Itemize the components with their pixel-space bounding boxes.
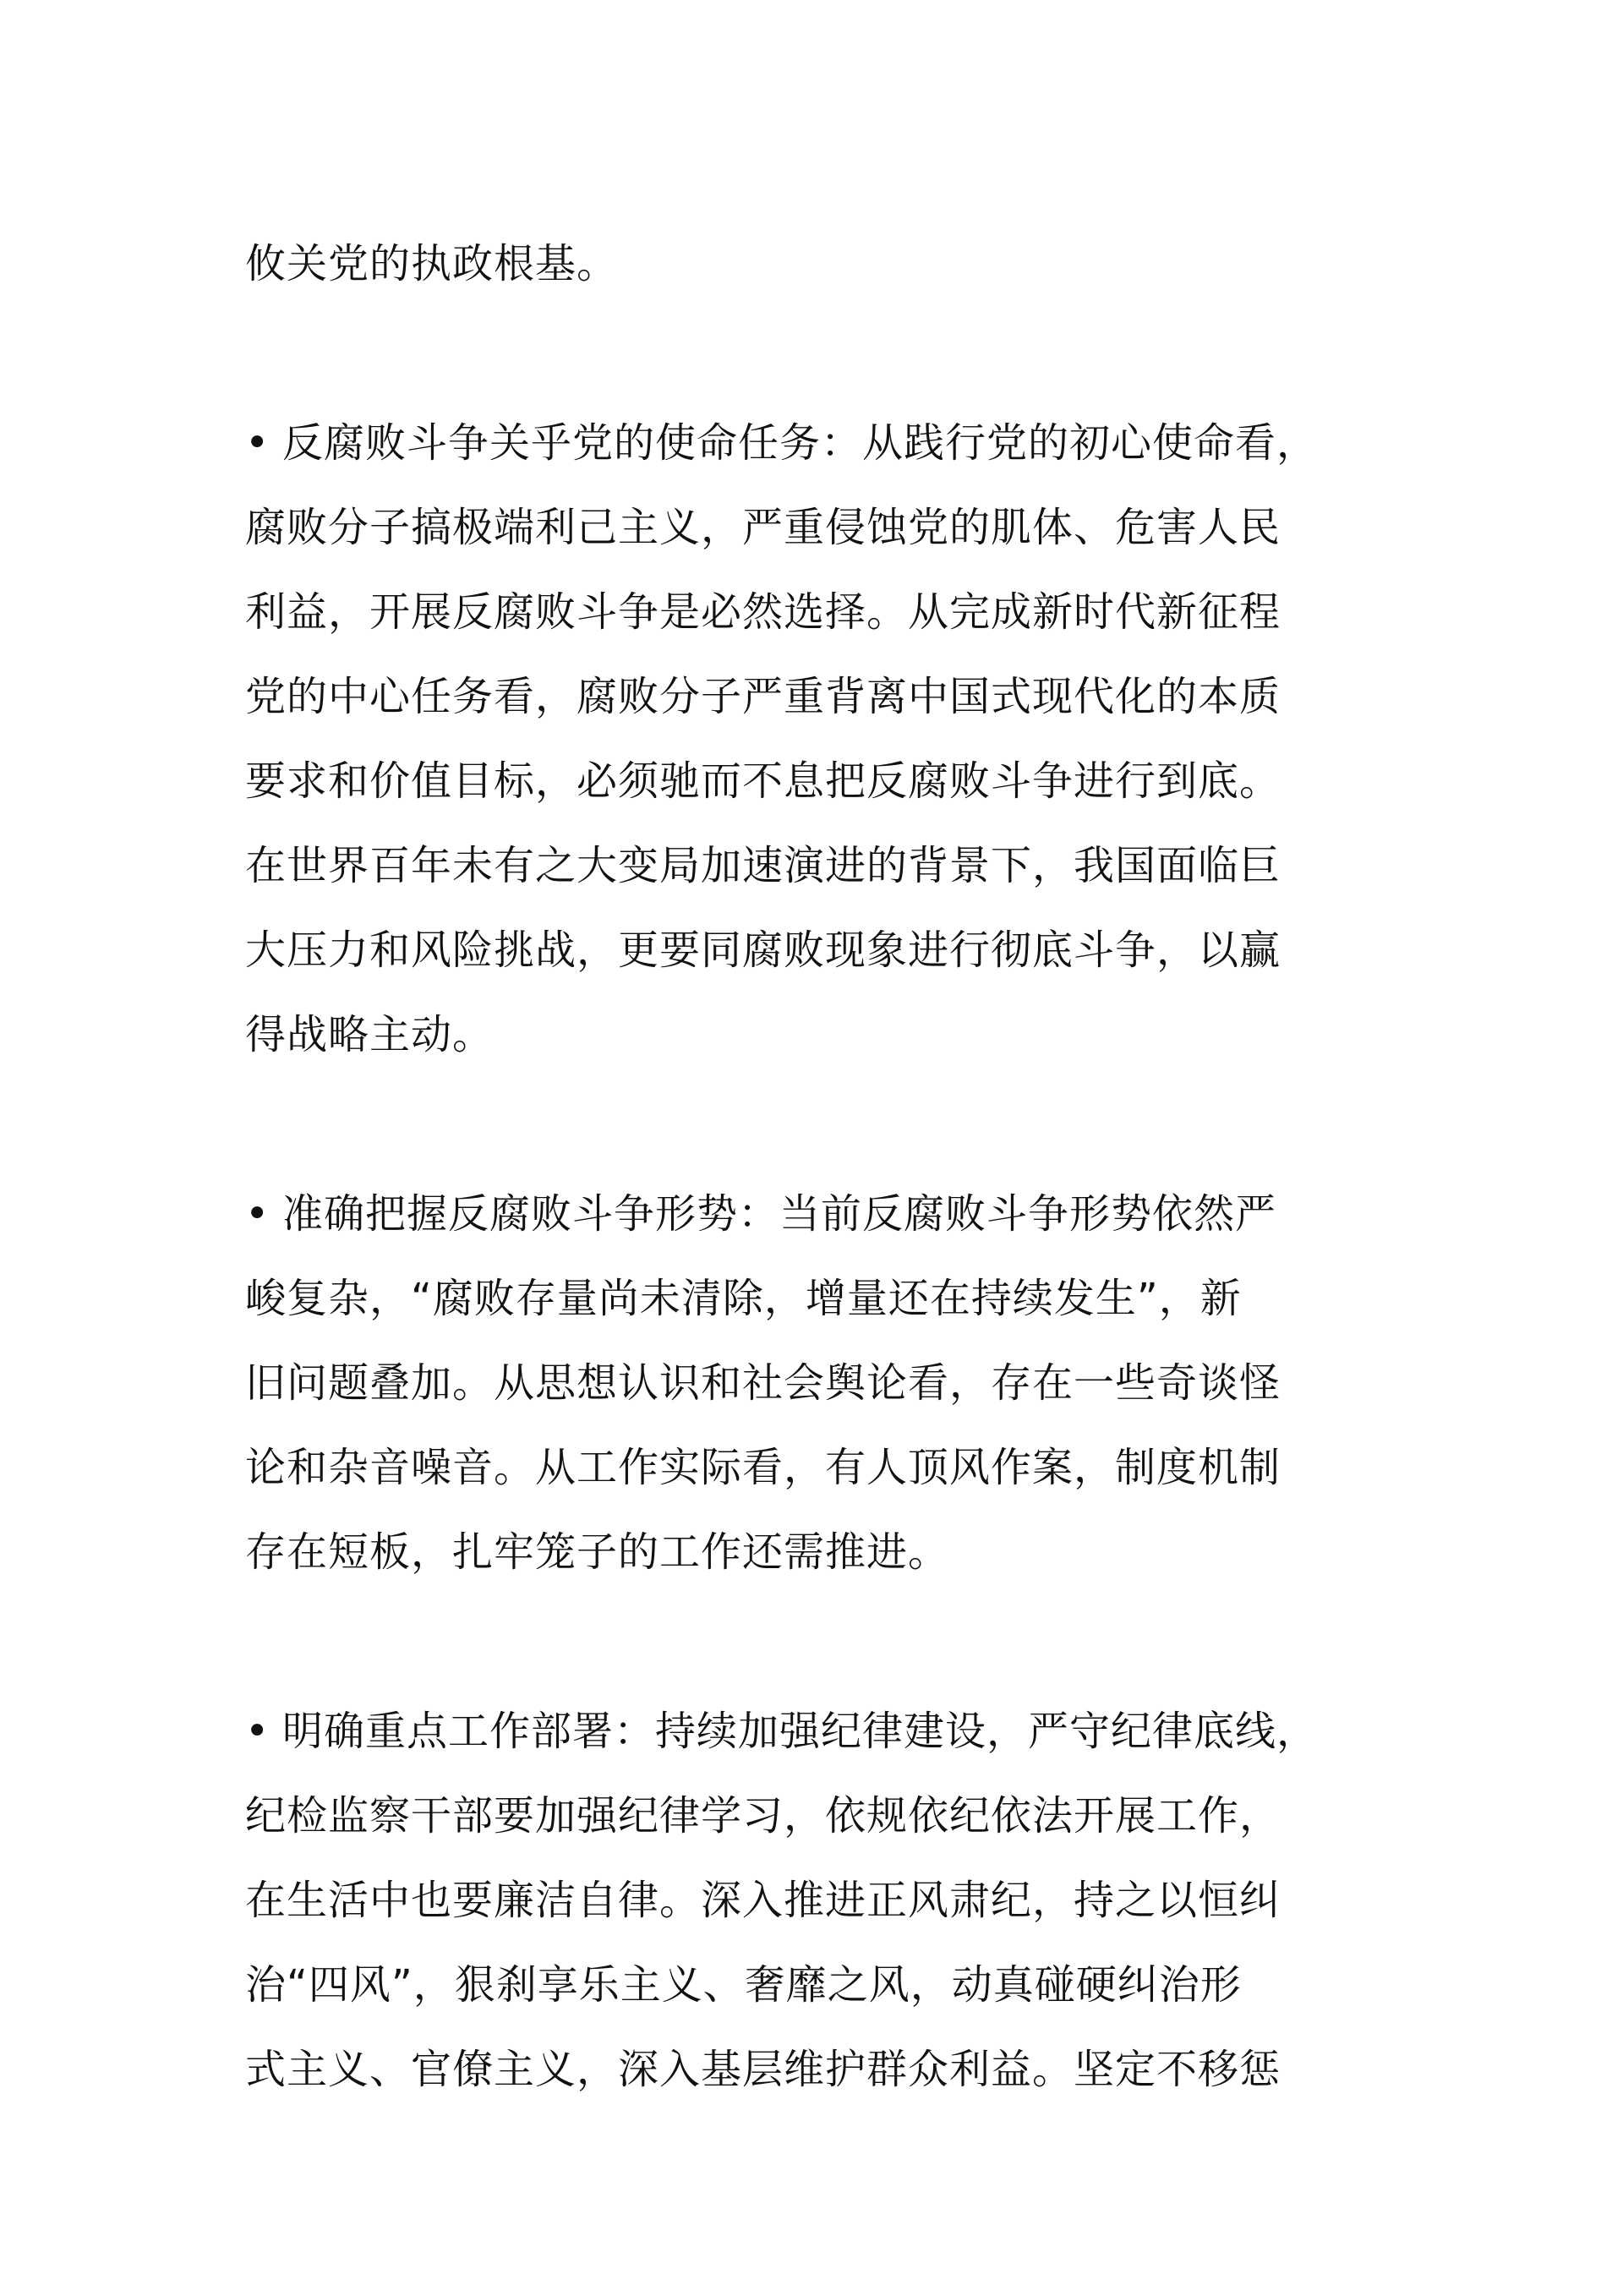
paragraph-gap [245, 1077, 1395, 1172]
text-line: 大压力和风险挑战，更要同腐败现象进行彻底斗争，以赢 [245, 927, 1281, 974]
paragraph-gap [245, 306, 1395, 401]
text-line: 存在短板，扎牢笼子的工作还需推进。 [245, 1528, 950, 1576]
text-line: 在世界百年未有之大变局加速演进的背景下，我国面临巨 [245, 842, 1281, 889]
text-line: 党的中心任务看，腐败分子严重背离中国式现代化的本质 [245, 673, 1281, 720]
paragraph-situation [245, 1172, 1395, 1594]
text-line-content: 准确把握反腐败斗争形势：当前反腐败斗争形势依然严 [282, 1190, 1277, 1238]
text-line: 在生活中也要廉洁自律。深入推进正风肃纪，持之以恒纠 [245, 1877, 1281, 1924]
text-line: 论和杂音噪音。从工作实际看，有人顶风作案，制度机制 [245, 1444, 1281, 1491]
bullet-icon: • [245, 1190, 270, 1238]
text-line-content: 反腐败斗争关乎党的使命任务：从践行党的初心使命看， [282, 419, 1319, 467]
text-line-content: 明确重点工作部署：持续加强纪律建设，严守纪律底线， [282, 1708, 1319, 1755]
bullet-icon: • [245, 419, 270, 467]
text-line: 峻复杂，“腐败存量尚未清除，增量还在持续发生”，新 [245, 1275, 1242, 1322]
text-line [245, 1172, 1395, 1256]
paragraph-key-work [245, 1689, 1395, 2112]
text-line: 腐败分子搞极端利己主义，严重侵蚀党的肌体、危害人民 [245, 504, 1281, 551]
paragraph-continuation [245, 221, 1395, 306]
text-line [245, 1689, 1395, 1774]
text-line: 攸关党的执政根基。 [245, 240, 619, 287]
paragraph-mission-tasks [245, 401, 1395, 1077]
text-line: 纪检监察干部要加强纪律学习，依规依纪依法开展工作， [245, 1792, 1281, 1840]
text-line: 旧问题叠加。从思想认识和社会舆论看，存在一些奇谈怪 [245, 1359, 1281, 1407]
paragraph-gap [245, 1594, 1395, 1689]
text-line: 要求和价值目标，必须驰而不息把反腐败斗争进行到底。 [245, 757, 1281, 805]
document-body [245, 221, 1395, 2112]
text-line: 治“四风”，狠刹享乐主义、奢靡之风，动真碰硬纠治形 [245, 1961, 1242, 2009]
text-line: 得战略主动。 [245, 1011, 495, 1058]
text-line: 利益，开展反腐败斗争是必然选择。从完成新时代新征程 [245, 588, 1281, 636]
bullet-icon: • [245, 1708, 270, 1755]
text-line [245, 401, 1395, 485]
text-line: 式主义、官僚主义，深入基层维护群众利益。坚定不移惩 [245, 2046, 1281, 2093]
